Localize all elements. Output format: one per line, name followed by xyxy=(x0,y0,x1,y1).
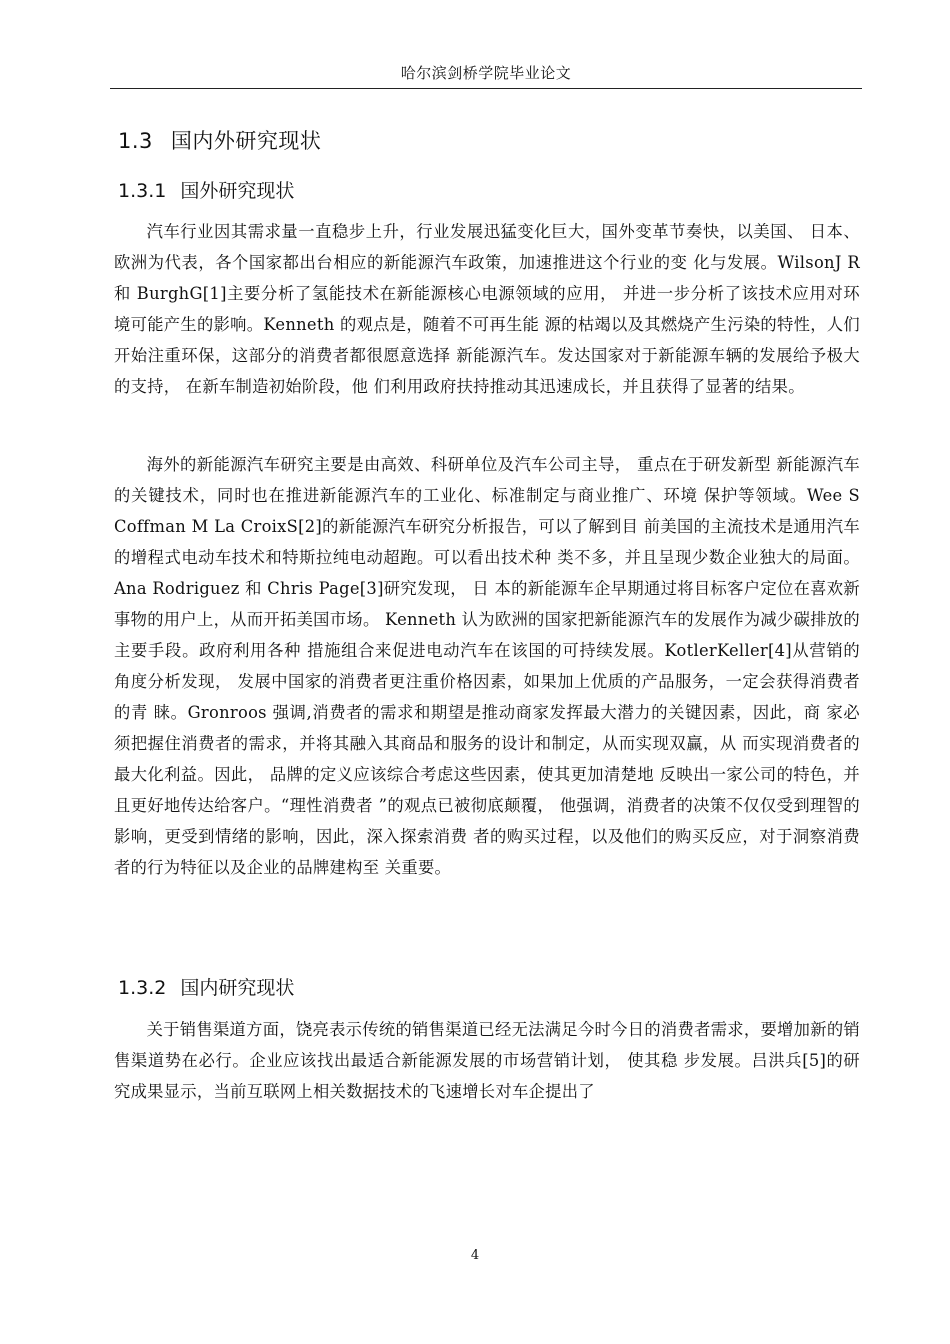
section-title: 国内外研究现状 xyxy=(170,129,322,153)
paragraph-1: 汽车行业因其需求量一直稳步上升，行业发展迅猛变化巨大，国外变革节奏快，以美国、 日本、欧洲为代表，各个国家都出台相应的新能源汽车政策，加速推进这个行业的变 化与发展。WilsonJ R 和 BurghG[1]主要分析了氢能技术在新能源核心电源领域的应用， 并进一步分析了该技术应用对环境可能产生的影响。Kenneth 的观点是，随着不可再生能 源的枯竭以及其燃烧产生污染的特性，人们开始注重环保，这部分的消费者都很愿意选择 新能源汽车。发达国家对于新能源车辆的发展给予极大的支持， 在新车制造初始阶段，他 们利用政府扶持推动其迅速成长，并且获得了显著的结果。 xyxy=(114,222,860,396)
page-number: 4 xyxy=(470,1248,480,1263)
section-heading xyxy=(118,125,321,155)
header-rule xyxy=(110,88,862,89)
running-header: 哈尔滨剑桥学院毕业论文 xyxy=(400,64,572,82)
paragraph-3: 关于销售渠道方面，饶亮表示传统的销售渠道已经无法满足今时今日的消费者需求，要增加新的销售渠道势在必行。企业应该找出最适合新能源发展的市场营销计划， 使其稳 步发展。吕洪兵[5]的研究成果显示，当前互联网上相关数据技术的飞速增长对车企提出了 xyxy=(114,1020,860,1101)
subsection-number: 1.3.1 xyxy=(118,180,167,202)
subsection-heading-1 xyxy=(118,176,294,203)
subsection-heading-2 xyxy=(118,973,294,1000)
subsection-number: 1.3.2 xyxy=(118,977,167,999)
subsection-title: 国外研究现状 xyxy=(180,180,295,202)
subsection-title: 国内研究现状 xyxy=(180,977,295,999)
paragraph-2: 海外的新能源汽车研究主要是由高效、科研单位及汽车公司主导， 重点在于研发新型 新能源汽车的关键技术，同时也在推进新能源汽车的工业化、标准制定与商业推广、环境 保护等领域。Wee S Coffman M La CroixS[2]的新能源汽车研究分析报告，可以了解到目 前美国的主流技术是通用汽车的增程式电动车技术和特斯拉纯电动超跑。可以看出技术种 类不多，并且呈现少数企业独大的局面。Ana Rodriguez 和 Chris Page[3]研究发现， 日 本的新能源车企早期通过将目标客户定位在喜欢新事物的用户上，从而开拓美国市场。 Kenneth 认为欧洲的国家把新能源汽车的发展作为减少碳排放的主要手段。政府利用各种 措施组合来促进电动汽车在该国的可持续发展。KotlerKeller[4]从营销的角度分析发现， 发展中国家的消费者更注重价格因素，如果加上优质的产品服务，一定会获得消费者的青 睐。Gronroos 强调,消费者的需求和期望是推动商家发挥最大潜力的关键因素，因此，商 家必须把握住消费者的需求，并将其融入其商品和服务的设计和制定，从而实现双赢，从 而实现消费者的最大化利益。因此， 品牌的定义应该综合考虑这些因素，使其更加清楚地 反映出一家公司的特色，并且更好地传达给客户。“理性消费者 ”的观点已被彻底颠覆， 他强调，消费者的决策不仅仅受到理智的影响，更受到情绪的影响，因此，深入探索消费 者的购买过程，以及他们的购买反应，对于洞察消费者的行为特征以及企业的品牌建构至 关重要。 xyxy=(114,455,860,877)
section-number: 1.3 xyxy=(118,129,153,153)
